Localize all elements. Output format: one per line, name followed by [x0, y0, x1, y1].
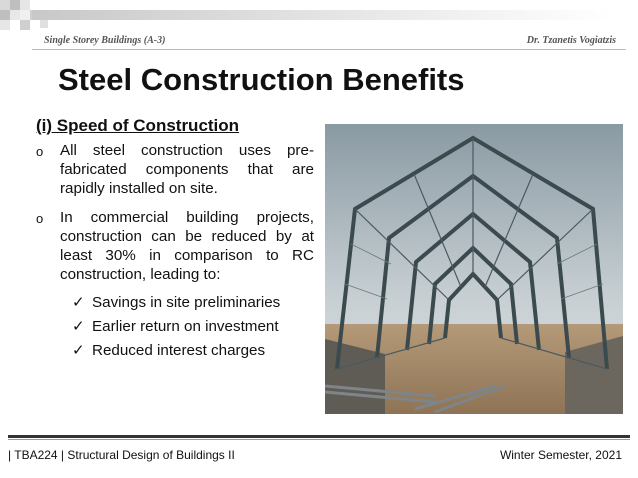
bullet-marker: o — [36, 144, 44, 159]
tick-text: Savings in site preliminaries — [92, 294, 281, 311]
footer-divider-thin — [8, 439, 630, 440]
tick-text: Reduced interest charges — [92, 342, 266, 359]
decorative-squares — [0, 0, 638, 36]
footer-semester: Winter Semester, 2021 — [499, 448, 622, 462]
footer-course-code: TBA224 — [14, 448, 58, 462]
tick-item — [72, 339, 314, 363]
steel-frame-photo — [325, 124, 623, 414]
header-course-label: Single Storey Buildings (A-3) — [44, 35, 166, 46]
footer-divider — [8, 435, 630, 438]
slide-body — [36, 141, 314, 363]
tick-item — [72, 291, 314, 315]
checkmark-icon: ✓ — [72, 342, 85, 359]
header-author: Dr. Tzanetis Vogiatzis — [526, 35, 616, 46]
bullet-text: In commercial building projects, construction can be reduced by at least 30% in comparison to RC construction, leading to: — [60, 209, 314, 283]
checkmark-icon: ✓ — [72, 318, 85, 335]
bullet-marker: o — [36, 211, 44, 226]
footer-course-title: Structural Design of Buildings II — [67, 448, 235, 462]
footer-separator: | — [57, 448, 68, 462]
slide-title: Steel Construction Benefits — [58, 62, 465, 97]
footer-separator: | — [8, 448, 15, 462]
tick-text: Earlier return on investment — [92, 318, 279, 335]
header-divider — [32, 49, 626, 50]
bullet-item — [36, 141, 314, 198]
checkmark-icon: ✓ — [72, 294, 85, 311]
tick-list — [36, 291, 314, 363]
bullet-item — [36, 208, 314, 284]
bullet-text: All steel construction uses pre-fabricated components that are rapidly installed on site. — [60, 142, 314, 197]
slide-subheading: (i) Speed of Construction — [36, 116, 240, 135]
tick-item — [72, 315, 314, 339]
footer — [8, 448, 622, 462]
